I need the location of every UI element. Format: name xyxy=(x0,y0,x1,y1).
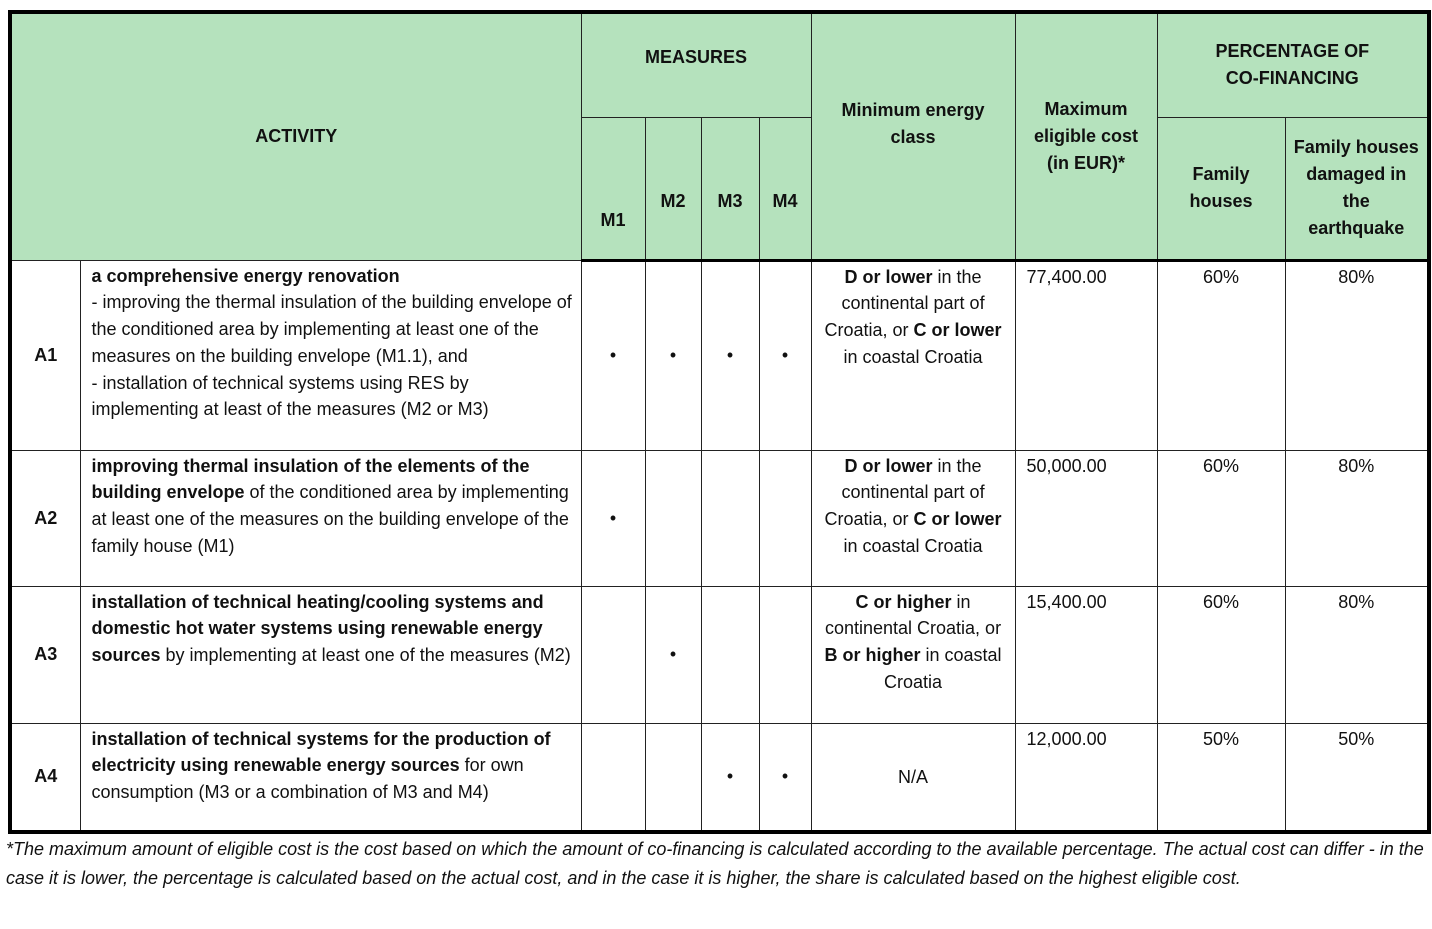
bold-text: improving thermal insulation of the elements of the building envelope xyxy=(91,455,530,503)
header-family-text: Family houses xyxy=(1189,164,1253,211)
earthquake-houses-percentage: 80% xyxy=(1285,260,1429,450)
header-damaged xyxy=(1285,117,1429,260)
header-percentage-text: PERCENTAGE OF CO-FINANCING xyxy=(1215,41,1370,89)
bold-text: D or lower xyxy=(844,455,933,476)
table-row xyxy=(10,586,1429,723)
activity-description xyxy=(80,260,581,450)
bold-text: C or lower xyxy=(913,509,1002,530)
measure-m1-marker xyxy=(581,723,645,832)
table-row xyxy=(10,260,1429,450)
header-m3: M3 xyxy=(701,117,759,260)
header-max-cost-text: Maximum eligible cost (in EUR)* xyxy=(1034,99,1139,173)
measure-m4-marker xyxy=(759,450,811,586)
measure-m3-marker: • xyxy=(701,723,759,832)
activity-id: A4 xyxy=(10,723,80,832)
text: in continental Croatia, or xyxy=(824,591,1002,639)
footnote: *The maximum amount of eligible cost is the cost based on which the amount of co-financing is calculated according to the available percentage. The actual cost can differ - in the case it is lower, the percentage is calculated based on the actual cost, and in the case it is higher, the share is calculated based on the highest eligible cost. xyxy=(6,839,1424,888)
activity-id: A1 xyxy=(10,260,80,450)
header-activity: ACTIVITY xyxy=(10,12,581,260)
family-houses-percentage: 60% xyxy=(1157,260,1285,450)
measure-m4-marker: • xyxy=(759,260,811,450)
bold-text: C or lower xyxy=(913,320,1002,341)
earthquake-houses-percentage: 80% xyxy=(1285,450,1429,586)
measure-m4-marker: • xyxy=(759,723,811,832)
min-energy-class xyxy=(811,586,1015,723)
bold-text: a comprehensive energy renovation xyxy=(91,265,400,286)
bold-text: installation of technical heating/cooling systems and domestic hot water systems using renewable energy sources xyxy=(91,591,544,666)
min-energy-class xyxy=(811,450,1015,586)
activity-description xyxy=(80,723,581,832)
bold-text: B or higher xyxy=(824,645,921,666)
bold-text: D or lower xyxy=(844,266,933,287)
measure-m2-marker: • xyxy=(645,260,701,450)
activity-description xyxy=(80,450,581,586)
bold-text: C or higher xyxy=(855,591,952,612)
measure-m1-marker: • xyxy=(581,450,645,586)
text: in coastal Croatia xyxy=(843,346,983,367)
measure-m2-marker xyxy=(645,450,701,586)
family-houses-percentage: 50% xyxy=(1157,723,1285,832)
text: in coastal Croatia xyxy=(843,535,983,556)
measure-m2-marker xyxy=(645,723,701,832)
activity-id: A3 xyxy=(10,586,80,723)
text: - installation of technical systems using RES by implementing at least of the measures (M2 or M3) xyxy=(91,372,489,420)
measure-m1-marker xyxy=(581,586,645,723)
co-financing-table xyxy=(8,10,1431,834)
text: in the continental part of Croatia, or xyxy=(824,266,985,341)
header-family xyxy=(1157,117,1285,260)
header-percentage xyxy=(1157,12,1429,117)
measure-m3-marker xyxy=(701,586,759,723)
measure-m3-marker: • xyxy=(701,260,759,450)
min-energy-class xyxy=(811,723,1015,832)
header-m4: M4 xyxy=(759,117,811,260)
max-eligible-cost: 50,000.00 xyxy=(1015,450,1157,586)
header-measures: MEASURES xyxy=(581,12,811,117)
activity-id: A2 xyxy=(10,450,80,586)
max-eligible-cost: 77,400.00 xyxy=(1015,260,1157,450)
table-row xyxy=(10,723,1429,832)
family-houses-percentage: 60% xyxy=(1157,450,1285,586)
header-min-class-text: Minimum energy class xyxy=(841,100,985,147)
table-row xyxy=(10,450,1429,586)
measure-m3-marker xyxy=(701,450,759,586)
activity-description xyxy=(80,586,581,723)
text: in coastal Croatia xyxy=(884,645,1002,692)
bold-text: installation of technical systems for the production of electricity using renewable energy sources xyxy=(91,728,551,776)
earthquake-houses-percentage: 80% xyxy=(1285,586,1429,723)
text: - improving the thermal insulation of the building envelope of the conditioned area by implementing at least one of the measures on the building envelope (M1.1), and xyxy=(91,292,572,366)
header-m2: M2 xyxy=(645,117,701,260)
text: for own consumption (M3 or a combination of M3 and M4) xyxy=(91,755,524,803)
max-eligible-cost: 12,000.00 xyxy=(1015,723,1157,832)
text: by implementing at least one of the measures (M2) xyxy=(160,645,571,666)
header-max-cost xyxy=(1015,12,1157,260)
text: in the continental part of Croatia, or xyxy=(824,455,985,530)
measure-m1-marker: • xyxy=(581,260,645,450)
earthquake-houses-percentage: 50% xyxy=(1285,723,1429,832)
text: of the conditioned area by implementing at least one of the measures on the building envelope of the family house (M1) xyxy=(91,482,569,556)
min-energy-class xyxy=(811,260,1015,450)
measure-m2-marker: • xyxy=(645,586,701,723)
measure-m4-marker xyxy=(759,586,811,723)
header-min-class xyxy=(811,12,1015,260)
header-damaged-text: Family houses damaged in the earthquake xyxy=(1293,137,1419,238)
max-eligible-cost: 15,400.00 xyxy=(1015,586,1157,723)
header-m1: M1 xyxy=(581,117,645,260)
text: N/A xyxy=(898,767,929,788)
family-houses-percentage: 60% xyxy=(1157,586,1285,723)
